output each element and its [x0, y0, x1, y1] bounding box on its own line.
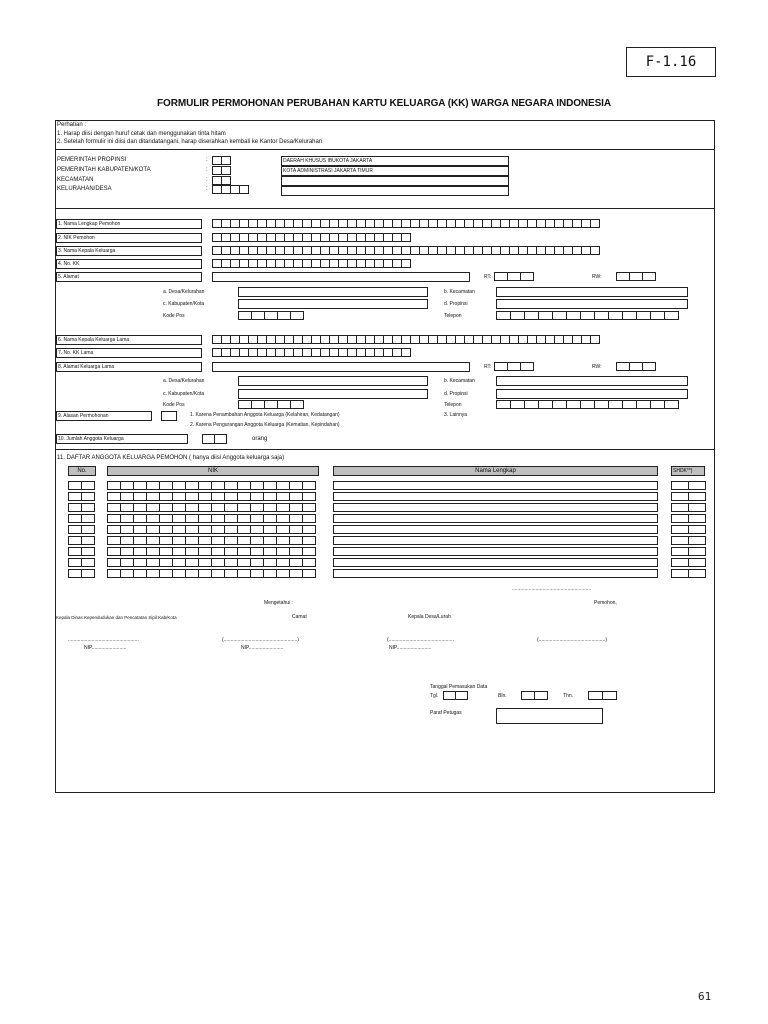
alasan-box[interactable]: [161, 411, 177, 421]
kodepos-boxes[interactable]: [238, 311, 303, 320]
member-nik-boxes[interactable]: [107, 525, 315, 534]
label-nama-pemohon: 1. Nama Lengkap Pemohon: [56, 219, 202, 229]
propinsi-label: d. Propinsi: [444, 301, 468, 307]
propinsi-input[interactable]: [496, 299, 688, 309]
pemohon-label: Pemohon,: [594, 600, 617, 606]
nik-pemohon-boxes[interactable]: [212, 233, 410, 242]
member-nik-boxes[interactable]: [107, 503, 315, 512]
colon: :: [206, 167, 208, 173]
kecamatan-label: b. Kecamatan: [444, 289, 475, 295]
member-shdk-boxes[interactable]: [671, 558, 705, 567]
bln-boxes[interactable]: [521, 691, 547, 700]
notice-heading: Perhatian :: [57, 122, 87, 128]
member-no-boxes[interactable]: [68, 492, 94, 501]
member-no-boxes[interactable]: [68, 536, 94, 545]
label-jumlah-anggota: 10. Jumlah Anggota Keluarga: [56, 434, 188, 444]
alamat-lama-input[interactable]: [212, 362, 470, 372]
paraf-box[interactable]: [496, 708, 603, 724]
member-shdk-boxes[interactable]: [671, 536, 705, 545]
member-no-boxes[interactable]: [68, 481, 94, 490]
member-shdk-boxes[interactable]: [671, 481, 705, 490]
divider-notice: [55, 149, 715, 150]
col-nik: NIK: [107, 466, 319, 476]
colon: :: [206, 177, 208, 183]
desa-lama-input[interactable]: [238, 376, 428, 386]
nip-1: NIP.........................: [84, 645, 127, 651]
telepon-boxes[interactable]: [496, 311, 678, 320]
rt-boxes[interactable]: [494, 272, 533, 281]
sign-line-4: (................................................): [537, 637, 608, 643]
member-nik-boxes[interactable]: [107, 481, 315, 490]
form-code: F-1.16: [645, 54, 697, 70]
member-shdk-boxes[interactable]: [671, 492, 705, 501]
rw-lama-boxes[interactable]: [616, 362, 655, 371]
kelurahan-code-boxes[interactable]: [212, 185, 248, 194]
rw-label: RW:: [592, 364, 602, 370]
divider-fields: [55, 449, 715, 450]
propinsi-label: PEMERINTAH PROPINSI: [57, 157, 127, 163]
rt-label: RT:: [484, 364, 492, 370]
member-no-boxes[interactable]: [68, 514, 94, 523]
reason-2: 2. Karena Pengurangan Anggota Keluarga (Kematian, Kepindahan): [190, 422, 340, 428]
reason-1: 1. Karena Penambahan Anggota Keluarga (Kelahiran, Kedatangan): [190, 412, 340, 418]
kabupaten-label: PEMERINTAH KABUPATEN/KOTA: [57, 167, 151, 173]
member-name-input[interactable]: [333, 525, 658, 534]
label-kepala-keluarga: 3. Nama Kepala Keluarga: [56, 246, 202, 256]
kecamatan-code-boxes[interactable]: [212, 176, 230, 185]
label-nik-pemohon: 2. NIK Pemohon: [56, 233, 202, 243]
member-shdk-boxes[interactable]: [671, 514, 705, 523]
jumlah-anggota-boxes[interactable]: [202, 434, 226, 444]
kodepos-label: Kode Pos: [163, 313, 185, 319]
sign-line-1: ...................................................: [68, 637, 139, 643]
rw-label: RW:: [592, 274, 602, 280]
telepon-lama-boxes[interactable]: [496, 400, 678, 409]
kepala-lama-boxes[interactable]: [212, 335, 599, 344]
thn-label: Thn.: [563, 693, 574, 699]
telepon-label: Telepon: [444, 313, 462, 319]
col-shdk: SHDK**): [671, 466, 705, 476]
form-code-box: [626, 47, 716, 77]
member-nik-boxes[interactable]: [107, 514, 315, 523]
member-name-input[interactable]: [333, 514, 658, 523]
col-no: No.: [68, 466, 96, 476]
kabupaten-label: c. Kabupaten/Kota: [163, 391, 205, 397]
tgl-label: Tgl.: [430, 693, 439, 699]
kodepos-label: Kode Pos: [163, 402, 185, 408]
notice-line2: 2. Setelah formulir ini diisi dan ditandatangani, harap diserahkan kembali ke Kantor Desa/Kelurahan: [57, 139, 323, 145]
telepon-label: Telepon: [444, 402, 462, 408]
kecamatan-label: b. Kecamatan: [444, 378, 475, 384]
desa-input[interactable]: [238, 287, 428, 297]
member-no-boxes[interactable]: [68, 569, 94, 578]
colon: :: [206, 186, 208, 192]
tanggal-label: Tanggal Pemasukan Data: [430, 684, 488, 690]
kadis-label: Kepala Dinas Kependudukan dan Pencatatan Sipil Kab/Kota: [56, 615, 177, 620]
member-no-boxes[interactable]: [68, 503, 94, 512]
alamat-input[interactable]: [212, 272, 470, 282]
member-nik-boxes[interactable]: [107, 558, 315, 567]
rw-boxes[interactable]: [616, 272, 655, 281]
member-name-input[interactable]: [333, 481, 658, 490]
nip-2: NIP.........................: [241, 645, 284, 651]
label-alamat-lama: 8. Alamat Keluarga Lama: [56, 362, 202, 372]
rt-label: RT:: [484, 274, 492, 280]
member-nik-boxes[interactable]: [107, 536, 315, 545]
kecamatan-lama-input[interactable]: [496, 376, 688, 386]
member-name-input[interactable]: [333, 492, 658, 501]
member-shdk-boxes[interactable]: [671, 547, 705, 556]
member-shdk-boxes[interactable]: [671, 503, 705, 512]
kabupaten-input[interactable]: [238, 299, 428, 309]
page-number: 61: [698, 990, 712, 1003]
col-nama: Nama Lengkap: [333, 466, 658, 476]
member-name-input[interactable]: [333, 558, 658, 567]
reason-3: 3. Lainnya: [444, 412, 468, 418]
label-alamat: 5. Alamat: [56, 272, 202, 282]
kecamatan-value[interactable]: [281, 176, 509, 186]
member-name-input[interactable]: [333, 569, 658, 578]
kodepos-lama-boxes[interactable]: [238, 400, 303, 409]
no-kk-boxes[interactable]: [212, 259, 410, 268]
member-nik-boxes[interactable]: [107, 547, 315, 556]
kecamatan-input[interactable]: [496, 287, 688, 297]
sign-line-2: (.....................................................): [222, 637, 299, 643]
member-nik-boxes[interactable]: [107, 492, 315, 501]
kelurahan-label: KELURAHAN/DESA: [57, 186, 112, 192]
sign-line-3: (...............................................: [387, 637, 454, 643]
member-shdk-boxes[interactable]: [671, 525, 705, 534]
propinsi-value[interactable]: DAERAH KHUSUS IBUKOTA JAKARTA: [281, 156, 509, 166]
member-name-input[interactable]: [333, 536, 658, 545]
rt-lama-boxes[interactable]: [494, 362, 533, 371]
notice-line1: 1. Harap diisi dengan huruf cetak dan menggunakan tinta hitam: [57, 131, 226, 137]
kabupaten-label: c. Kabupaten/Kota: [163, 301, 205, 307]
propinsi-label: d. Propinsi: [444, 391, 468, 397]
nip-3: NIP.........................: [389, 645, 432, 651]
label-no-kk: 4. No. KK: [56, 259, 202, 269]
divider-region: [55, 208, 715, 209]
nama-pemohon-boxes[interactable]: [212, 219, 599, 228]
member-no-boxes[interactable]: [68, 525, 94, 534]
lurah-label: Kepala Desa/Lurah: [408, 614, 451, 620]
member-shdk-boxes[interactable]: [671, 569, 705, 578]
member-name-input[interactable]: [333, 503, 658, 512]
members-heading: 11. DAFTAR ANGGOTA KELUARGA PEMOHON ( hanya diisi Anggota keluarga saja): [57, 455, 285, 461]
member-no-boxes[interactable]: [68, 547, 94, 556]
camat-label: Camat: [292, 614, 307, 620]
tgl-boxes[interactable]: [443, 691, 467, 700]
form-title: FORMULIR PERMOHONAN PERUBAHAN KARTU KELUARGA (KK) WARGA NEGARA INDONESIA: [157, 98, 611, 109]
propinsi-lama-input[interactable]: [496, 389, 688, 399]
bln-label: Bln.: [498, 693, 507, 699]
mengetahui-label: Mengetahui :: [264, 600, 293, 606]
thn-boxes[interactable]: [588, 691, 616, 700]
propinsi-code-boxes[interactable]: [212, 156, 230, 165]
label-kepala-lama: 6. Nama Kepala Keluarga Lama: [56, 335, 202, 345]
kabupaten-code-boxes[interactable]: [212, 166, 230, 175]
kelurahan-value[interactable]: [281, 186, 509, 196]
kk-lama-boxes[interactable]: [212, 348, 410, 357]
label-alasan: 9. Alasan Permohonan: [56, 411, 152, 421]
label-kk-lama: 7. No. KK Lama: [56, 348, 202, 358]
desa-label: a. Desa/Kelurahan: [163, 289, 205, 295]
kepala-keluarga-boxes[interactable]: [212, 246, 599, 255]
member-no-boxes[interactable]: [68, 558, 94, 567]
kecamatan-label: KECAMATAN: [57, 177, 94, 183]
paraf-label: Paraf Petugas: [430, 710, 462, 716]
member-nik-boxes[interactable]: [107, 569, 315, 578]
date-dots: .........................................................: [512, 586, 592, 592]
orang-label: orang: [252, 436, 268, 442]
member-name-input[interactable]: [333, 547, 658, 556]
kabupaten-lama-input[interactable]: [238, 389, 428, 399]
kabupaten-value[interactable]: KOTA ADMINISTRASI JAKARTA TIMUR: [281, 166, 509, 176]
colon: :: [206, 157, 208, 163]
desa-label: a. Desa/Kelurahan: [163, 378, 205, 384]
